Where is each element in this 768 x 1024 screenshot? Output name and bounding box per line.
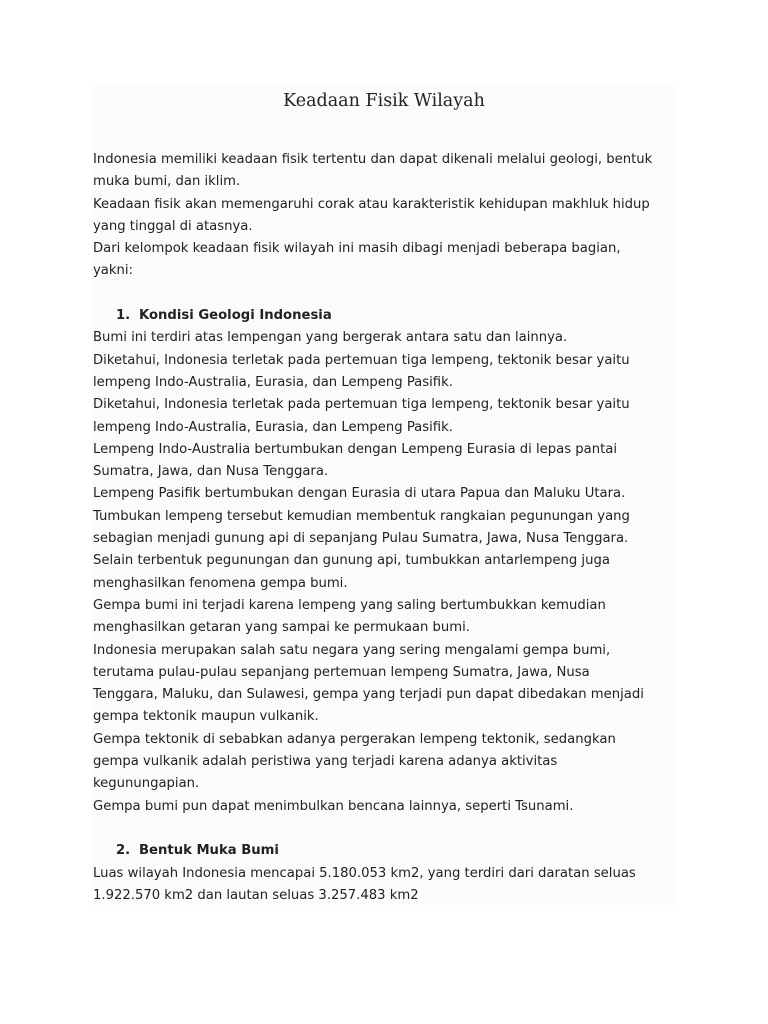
text-line: Gempa bumi pun dapat menimbulkan bencana lainnya, seperti Tsunami. (93, 798, 574, 814)
text-line: Gempa bumi ini terjadi karena lempeng yang saling bertumbukkan kemudian (93, 597, 606, 613)
document-body (93, 149, 678, 907)
text-line: Lempeng Pasifik bertumbukan dengan Eurasia di utara Papua dan Maluku Utara. (93, 486, 626, 502)
spacer (93, 818, 678, 840)
text-line: Dari kelompok keadaan fisik wilayah ini masih dibagi menjadi beberapa bagian, (93, 241, 621, 257)
text-line: yang tinggal di atasnya. (93, 218, 253, 234)
text-line: menghasilkan fenomena gempa bumi. (93, 575, 348, 591)
text-line: Tenggara, Maluku, dan Sulawesi, gempa yang terjadi pun dapat dibedakan menjadi (93, 687, 644, 703)
text-line: terutama pulau-pulau sepanjang pertemuan lempeng Sumatra, Jawa, Nusa (93, 664, 590, 680)
text-line: sebagian menjadi gunung api di sepanjang Pulau Sumatra, Jawa, Nusa Tenggara. (93, 531, 629, 547)
section-heading-text: Bentuk Muka Bumi (139, 843, 279, 859)
text-line: menghasilkan getaran yang sampai ke permukaan bumi. (93, 620, 470, 636)
text-line: Diketahui, Indonesia terletak pada pertemuan tiga lempeng, tektonik besar yaitu (93, 397, 630, 413)
spacer (93, 283, 678, 305)
text-line: Keadaan fisik akan memengaruhi corak atau karakteristik kehidupan makhluk hidup (93, 196, 650, 212)
text-line: Indonesia memiliki keadaan fisik tertentu dan dapat dikenali melalui geologi, bentuk (93, 152, 653, 167)
text-line: kegunungapian. (93, 776, 200, 792)
section-number: 1. (116, 308, 131, 324)
text-line: gempa tektonik maupun vulkanik. (93, 709, 319, 725)
section-bentuk-muka-bumi (93, 840, 678, 907)
text-line: Lempeng Indo-Australia bertumbukan dengan Lempeng Eurasia di lepas pantai (93, 441, 618, 457)
text-line: Indonesia merupakan salah satu negara yang sering mengalami gempa bumi, (93, 642, 611, 658)
text-line: Sumatra, Jawa, dan Nusa Tenggara. (93, 464, 329, 480)
document-title: Keadaan Fisik Wilayah (283, 91, 485, 111)
text-line: lempeng Indo-Australia, Eurasia, dan Lempeng Pasifik. (93, 419, 453, 435)
section-geologi (93, 305, 678, 818)
text-line: Diketahui, Indonesia terletak pada pertemuan tiga lempeng, tektonik besar yaitu (93, 352, 630, 368)
section-heading (93, 305, 678, 327)
section-number: 2. (116, 843, 131, 859)
text-line: Selain terbentuk pegunungan dan gunung api, tumbukkan antarlempeng juga (93, 553, 610, 569)
text-line: lempeng Indo-Australia, Eurasia, dan Lempeng Pasifik. (93, 374, 453, 390)
text-line: Gempa tektonik di sebabkan adanya pergerakan lempeng tektonik, sedangkan (93, 731, 616, 747)
text-line: Luas wilayah Indonesia mencapai 5.180.053 km2, yang terdiri dari daratan seluas (93, 865, 636, 881)
text-line: muka bumi, dan iklim. (93, 174, 241, 190)
section-heading-text: Kondisi Geologi Indonesia (139, 308, 332, 324)
intro-paragraph (93, 149, 678, 283)
section-heading (93, 840, 678, 862)
text-line: yakni: (93, 263, 133, 279)
text-line: Tumbukan lempeng tersebut kemudian membentuk rangkaian pegunungan yang (93, 508, 630, 524)
text-line: 1.922.570 km2 dan lautan seluas 3.257.483 km2 (93, 887, 419, 903)
text-line: gempa vulkanik adalah peristiwa yang terjadi karena adanya aktivitas (93, 754, 558, 770)
text-line: Bumi ini terdiri atas lempengan yang bergerak antara satu dan lainnya. (93, 330, 568, 346)
